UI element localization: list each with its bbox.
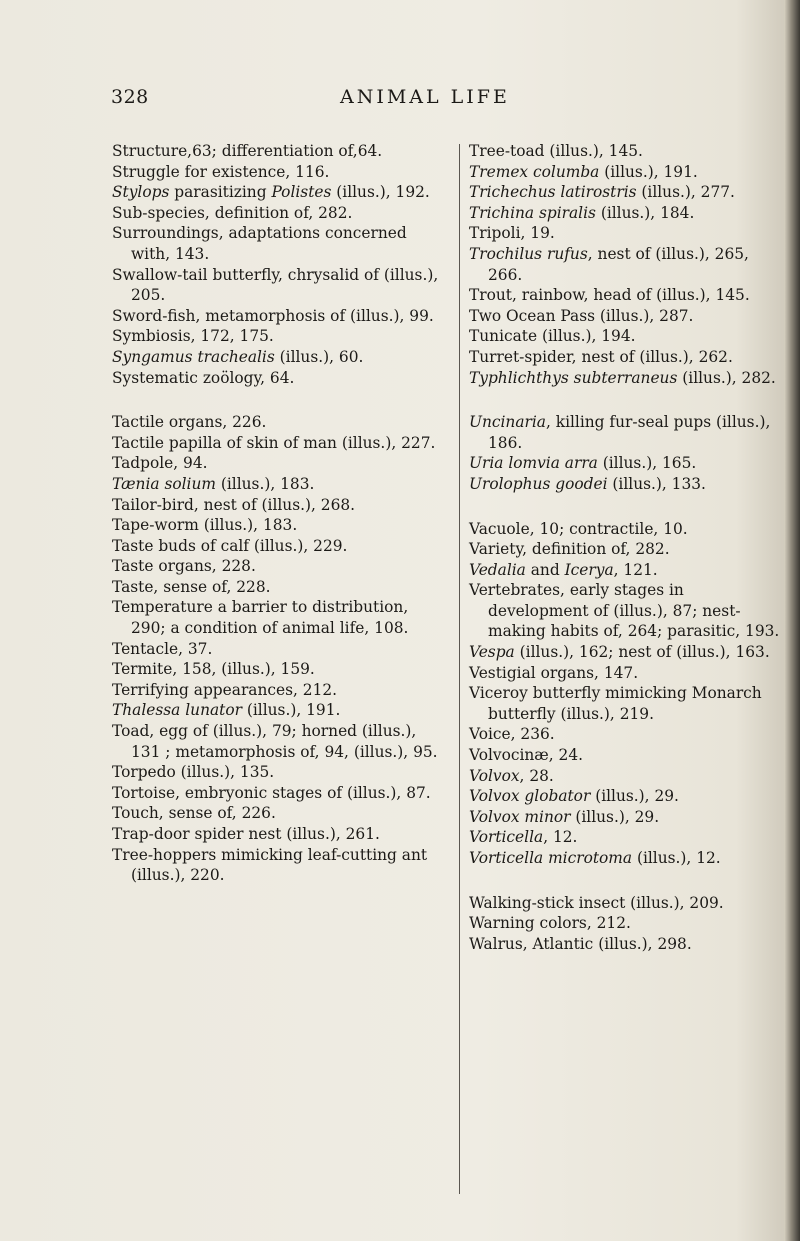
index-entry-italic-term: Thalessa lunator (112, 701, 242, 720)
index-entry-text: Sub-species, definition of, 282. (112, 203, 353, 222)
index-entry-text: (illus.), 277. (636, 183, 735, 202)
index-entry (112, 556, 447, 577)
index-entry-text: Terrifying appearances, 212. (112, 680, 338, 699)
index-entry (112, 162, 447, 183)
index-entry-italic-term: Vorticella (469, 828, 544, 847)
index-entry (469, 580, 787, 642)
index-entry (469, 766, 787, 787)
index-entry (112, 265, 447, 306)
index-entry (112, 141, 447, 162)
index-entry-text: Toad, egg of (illus.), 79; horned (illus.), 131 ; metamorphosis of, 94, (illus.), 95. (112, 722, 438, 761)
index-entry (112, 368, 447, 389)
index-entry-text: Taste buds of calf (illus.), 229. (112, 536, 348, 555)
index-entry (112, 326, 447, 347)
index-entry (112, 495, 447, 516)
index-entry (112, 412, 447, 433)
index-entry (469, 162, 787, 183)
index-entry-italic-term: Urolophus goodei (469, 474, 608, 493)
index-entry-text: Systematic zoölogy, 64. (112, 368, 295, 387)
index-entry-italic-term: Stylops (112, 183, 170, 202)
index-entry-text: (illus.), 162; nest of (illus.), 163. (514, 643, 770, 662)
index-entry-text: Vacuole, 10; contractile, 10. (469, 519, 688, 538)
column-divider (459, 144, 460, 1194)
index-entry (469, 745, 787, 766)
index-entry (112, 306, 447, 327)
index-entry-text: Swallow-tail butterfly, chrysalid of (illus.), 205. (112, 265, 439, 305)
index-entry-text: (illus.), 183. (215, 474, 315, 493)
index-entry (469, 934, 787, 955)
index-entry (112, 453, 447, 474)
index-entry-italic-term: Uncinaria (469, 413, 546, 432)
index-entry (469, 724, 787, 745)
index-entry (469, 453, 787, 474)
index-entry-text: Tadpole, 94. (112, 454, 208, 473)
index-entry-text: , 28. (519, 766, 554, 785)
index-entry-text: Tactile papilla of skin of man (illus.), 227. (112, 433, 436, 452)
index-entry-text: Vestigial organs, 147. (469, 663, 639, 682)
index-entry (112, 659, 447, 680)
index-entry-italic-term: Syngamus trachealis (112, 347, 275, 366)
index-entry-text: Vertebrates, early stages in development of (illus.), 87; nest-making habits of, 264; parasitic, 193. (469, 581, 780, 641)
index-entry-text: Tentacle, 37. (112, 639, 213, 658)
index-entry (112, 597, 447, 638)
index-entry (469, 203, 787, 224)
index-column-right (469, 141, 787, 954)
index-entry-text: (illus.), 191. (599, 162, 698, 181)
index-entry-text: Walking-stick insect (illus.), 209. (469, 893, 724, 912)
index-entry (469, 141, 787, 162)
index-entry (112, 577, 447, 598)
index-entry (469, 848, 787, 869)
index-entry-text: Temperature a barrier to distribution, 290; a condition of animal life, 108. (112, 598, 409, 638)
index-entry-text: Sword-fish, metamorphosis of (illus.), 99. (112, 306, 434, 325)
index-entry (469, 893, 787, 914)
index-entry (469, 827, 787, 848)
index-entry-italic-term: Trichina spiralis (469, 203, 596, 222)
index-entry (469, 412, 787, 453)
index-entry-text: (illus.), 184. (595, 203, 695, 222)
index-entry-text: and (525, 560, 565, 579)
index-entry-text: Trout, rainbow, head of (illus.), 145. (469, 286, 750, 305)
index-entry-italic-term: Vedalia (469, 560, 526, 579)
index-entry-text: (illus.), 282. (677, 368, 776, 387)
index-entry-text: Tree-hoppers mimicking leaf-cutting ant (illus.), 220. (112, 845, 428, 885)
index-entry-text: Symbiosis, 172, 175. (112, 327, 274, 346)
index-entry (112, 700, 447, 721)
index-entry (469, 663, 787, 684)
index-entry-text: Variety, definition of, 282. (469, 540, 670, 559)
index-entry-italic-term: Tremex columba (469, 162, 600, 181)
index-entry (469, 786, 787, 807)
index-entry-text: , killing fur-seal pups (illus.), 186. (488, 413, 771, 452)
index-column-left (112, 141, 447, 886)
index-entry (469, 347, 787, 368)
index-entry-text: Termite, 158, (illus.), 159. (112, 660, 315, 679)
index-entry-text: , 12. (543, 828, 578, 847)
index-entry (112, 515, 447, 536)
index-entry-text: Tunicate (illus.), 194. (469, 327, 636, 346)
index-entry-text: Tactile organs, 226. (112, 413, 267, 432)
index-entry (469, 913, 787, 934)
index-entry-text: Surroundings, adaptations concerned with, 143. (112, 224, 407, 263)
index-entry-italic-term: Polistes (271, 183, 332, 202)
index-entry-text: (illus.), 133. (607, 474, 706, 493)
index-entry-text: Volvocinæ, 24. (469, 746, 584, 765)
index-entry-text: Trap-door spider nest (illus.), 261. (112, 825, 380, 843)
index-entry (112, 433, 447, 454)
index-entry (112, 762, 447, 783)
index-entry (469, 223, 787, 244)
index-entry-italic-term: Volvox (469, 766, 520, 785)
index-entry (469, 539, 787, 560)
index-entry-italic-term: Tænia solium (112, 474, 216, 493)
index-entry-text: Structure,63; differentiation of,64. (112, 142, 383, 160)
index-entry-text: Torpedo (illus.), 135. (112, 763, 275, 782)
index-entry (112, 845, 447, 886)
index-entry (469, 368, 787, 389)
index-entry-text: (illus.), 12. (632, 849, 721, 867)
index-entry-text: Two Ocean Pass (illus.), 287. (469, 306, 694, 325)
index-entry-italic-term: Trichechus latirostris (469, 183, 637, 202)
index-entry-text: Viceroy butterfly mimicking Monarch butterfly (illus.), 219. (469, 684, 762, 723)
index-entry-text: (illus.), 29. (590, 787, 679, 806)
index-entry-text: Touch, sense of, 226. (112, 804, 276, 823)
index-entry (469, 683, 787, 724)
index-entry-text: parasitizing (169, 183, 272, 202)
page-header (0, 86, 800, 116)
index-entry (112, 680, 447, 701)
index-entry (112, 182, 447, 203)
index-entry (112, 803, 447, 824)
index-entry-text: Tailor-bird, nest of (illus.), 268. (112, 495, 356, 514)
index-entry (469, 285, 787, 306)
index-entry-text: (illus.), 191. (241, 701, 341, 720)
index-entry-text: Turret-spider, nest of (illus.), 262. (469, 347, 733, 366)
index-entry-text: Tape-worm (illus.), 183. (112, 516, 298, 535)
index-entry (469, 519, 787, 540)
index-entry (112, 721, 447, 762)
running-head: ANIMAL LIFE (340, 86, 510, 108)
index-entry-text: Taste, sense of, 228. (112, 577, 271, 596)
index-entry-italic-term: Vespa (469, 643, 515, 662)
index-entry-italic-term: Trochilus rufus (469, 244, 588, 263)
index-entry (469, 474, 787, 495)
index-entry (112, 536, 447, 557)
index-entry-text: (illus.), 192. (331, 183, 430, 202)
index-entry (469, 642, 787, 663)
index-entry (112, 639, 447, 660)
index-entry-text: (illus.), 29. (570, 807, 660, 826)
index-entry-text: , nest of (illus.), 265, 266. (488, 244, 749, 284)
index-entry (112, 223, 447, 264)
index-entry (112, 203, 447, 224)
page-number: 328 (111, 86, 149, 108)
index-entry-italic-term: Volvox minor (469, 807, 571, 826)
index-entry-text: Voice, 236. (469, 725, 555, 744)
index-entry-text: Warning colors, 212. (469, 914, 631, 933)
index-entry (469, 807, 787, 828)
index-entry (112, 474, 447, 495)
index-entry-text: (illus.), 165. (597, 454, 697, 473)
index-entry (469, 560, 787, 581)
index-entry (469, 244, 787, 285)
index-entry (112, 783, 447, 804)
index-entry-text: Tortoise, embryonic stages of (illus.), 87. (112, 783, 431, 802)
index-entry-text: , 121. (613, 560, 658, 579)
index-entry-italic-term: Volvox globator (469, 787, 591, 806)
index-entry-text: Struggle for existence, 116. (112, 162, 330, 181)
index-entry (469, 306, 787, 327)
index-entry-text: Taste organs, 228. (112, 557, 256, 576)
index-entry-text: Walrus, Atlantic (illus.), 298. (469, 934, 692, 953)
index-entry (469, 326, 787, 347)
index-entry (112, 824, 447, 845)
index-entry-italic-term: Uria lomvia arra (469, 454, 598, 473)
index-entry (469, 182, 787, 203)
index-entry-italic-term: Typhlichthys subterraneus (469, 368, 678, 387)
index-entry-text: Tripoli, 19. (469, 224, 555, 243)
index-entry (112, 347, 447, 368)
index-entry-text: (illus.), 60. (274, 347, 364, 366)
index-entry-text: Tree-toad (illus.), 145. (469, 142, 643, 160)
index-entry-italic-term: Icerya (564, 560, 614, 579)
index-entry-italic-term: Vorticella microtoma (469, 849, 633, 867)
